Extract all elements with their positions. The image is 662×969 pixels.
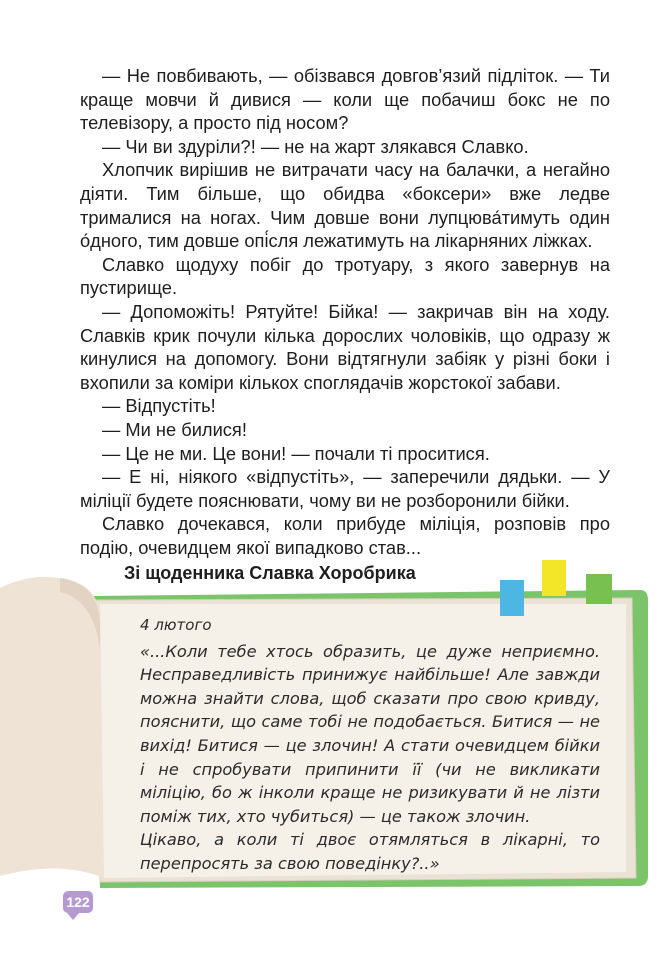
diary-paragraph: «...Коли тебе хтось образить, це дуже неприємно. Несправедливість принижує найбільше! Але завжди можна знайти слова, щоб сказати про свою кривду, пояснити, що саме тобі не подобається. Битися — не вихід! Битися — це злочин! А стати очевидцем бійки і не спробувати припинити її (чи не викликати міліцію, бо ж інколи краще не ризикувати й не лізти поміж тих, хто чубиться) — це також злочин. <box>140 641 600 826</box>
story-paragraph: — Ми не билися! <box>102 418 247 440</box>
tab-yellow <box>542 560 566 596</box>
story-paragraph: — Це не ми. Це вони! — почали ті проситися. <box>102 442 490 464</box>
tab-blue <box>500 580 524 616</box>
diary-heading: Зі щоденника Славка Хоробрика <box>124 563 416 583</box>
tab-green <box>586 574 612 604</box>
story-paragraph: Хлопчик вирішив не витрачати часу на балачки, а негайно діяти. Тим більше, що обидва «боксери» вже ледве трималися на ногах. Чим довше вони лупцюва́тимуть один о́дного, тим довше опі́сля лежатимуть на лікарняних ліжках. <box>80 159 610 252</box>
story-text <box>80 64 610 559</box>
diary-entry <box>140 614 600 876</box>
story-paragraph: — Допоможіть! Рятуйте! Бійка! — закричав він на ходу. Славків крик почули кілька дорослих чоловіків, що одразу ж кинулися на допомогу. Вони відтягнули забіяк у різні боки і вхопили за коміри кількох споглядачів жорстокої забави. <box>80 300 610 393</box>
diary-paragraph: Цікаво, а коли ті двоє отямляться в лікарні, то перепросять за свою поведінку?..» <box>140 830 600 873</box>
story-paragraph: Славко дочекався, коли прибуде міліція, розповів про подію, очевидцем якої випадково став... <box>80 513 610 558</box>
story-paragraph: — Е ні, ніякого «відпустіть», — заперечили дядьки. — У міліції будете пояснювати, чому ви не розборонили бійки. <box>80 466 610 511</box>
diary-date: 4 лютого <box>140 616 212 634</box>
story-paragraph: — Відпустіть! <box>102 395 216 417</box>
left-page <box>0 577 104 878</box>
story-paragraph: — Чи ви здуріли?! — не на жарт злякався Славко. <box>102 135 529 157</box>
story-paragraph: Славко щодуху побіг до тротуару, з якого завернув на пустирище. <box>80 253 610 299</box>
story-paragraph: — Не повбивають, — обізвався довгов’язий підліток. — Ти краще мовчи й дивися — коли ще побачиш бокс не по телевізору, а просто під носом? <box>80 65 610 134</box>
page-number-badge: 122 <box>63 891 93 913</box>
